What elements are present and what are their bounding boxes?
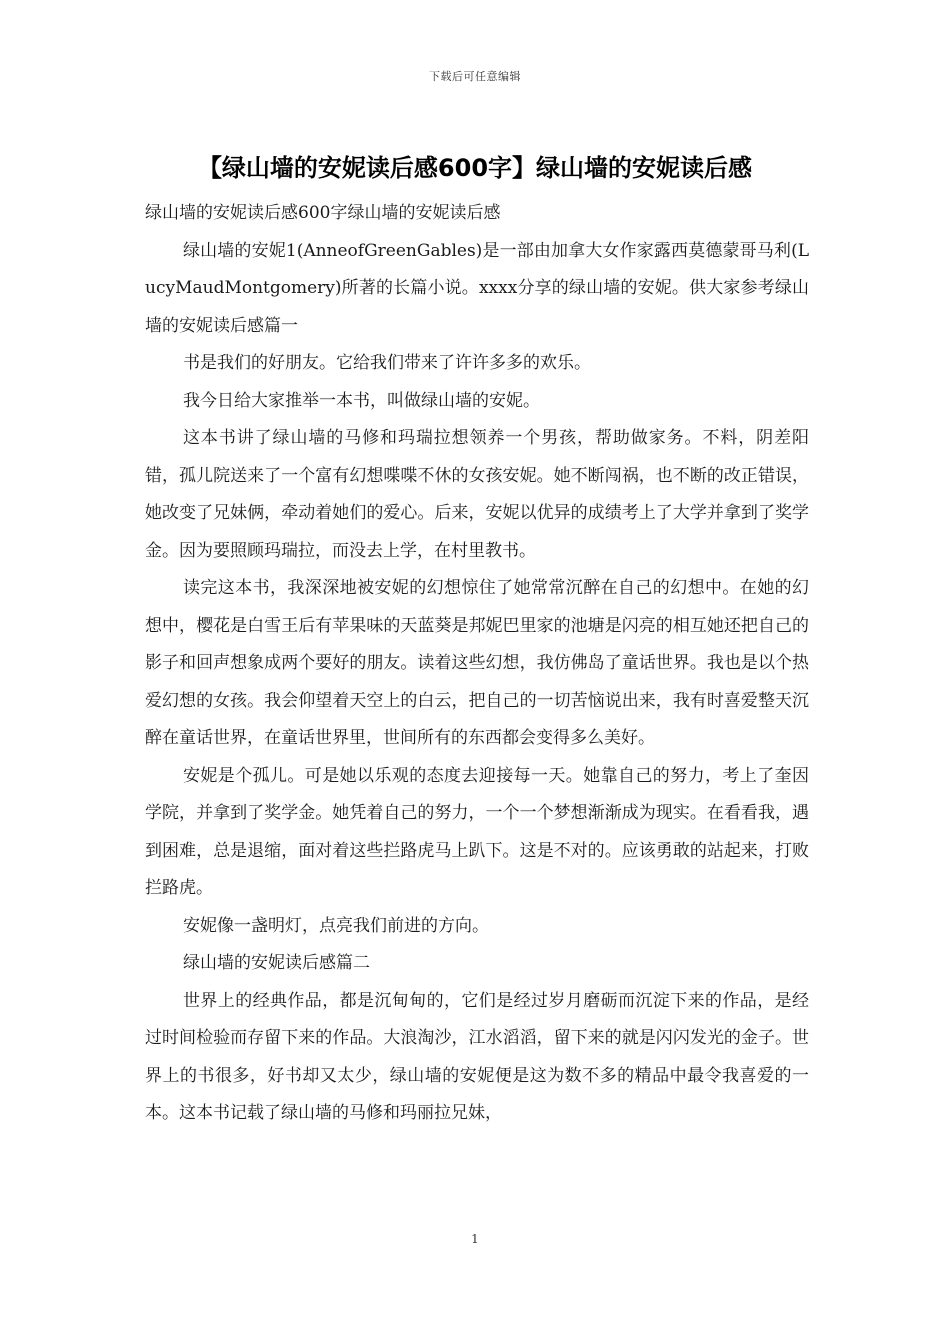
body-paragraph: 书是我们的好朋友。它给我们带来了许许多多的欢乐。 xyxy=(183,353,591,373)
body-paragraph: 读完这本书，我深深地被安妮的幻想惊住了她常常沉醉在自己的幻想中。在她的幻想中，樱花是白雪王后有苹果味的天蓝葵是邦妮巴里家的池塘是闪亮的相互她还把自己的影子和回声想象成两个要好的朋友。读着这些幻想，我仿佛岛了童话世界。我也是以个热爱幻想的女孩。我会仰望着天空上的白云，把自己的一切苦恼说出来，我有时喜爱整天沉醉在童话世界，在童话世界里，世间所有的东西都会变得多么美好。 xyxy=(145,578,809,748)
subtitle-paragraph: 绿山墙的安妮读后感600字绿山墙的安妮读后感 xyxy=(145,203,501,223)
document-title: 【绿山墙的安妮读后感600字】绿山墙的安妮读后感 xyxy=(197,154,753,182)
page-number: 1 xyxy=(471,1232,479,1246)
body-paragraph: 世界上的经典作品，都是沉甸甸的，它们是经过岁月磨砺而沉淀下来的作品，是经过时间检验而存留下来的作品。大浪淘沙，江水滔滔，留下来的就是闪闪发光的金子。世界上的书很多，好书却又太少，绿山墙的安妮便是这为数不多的精品中最令我喜爱的一本。这本书记载了绿山墙的马修和玛丽拉兄妹， xyxy=(145,990,809,1123)
body-paragraph: 安妮是个孤儿。可是她以乐观的态度去迎接每一天。她靠自己的努力，考上了奎因学院，并拿到了奖学金。她凭着自己的努力，一个一个梦想渐渐成为现实。在看看我，遇到困难，总是退缩，面对着这些拦路虎马上趴下。这是不对的。应该勇敢的站起来，打败拦路虎。 xyxy=(145,765,809,898)
intro-paragraph: 绿山墙的安妮1(AnneofGreenGables)是一部由加拿大女作家露西莫德蒙哥马利(LucyMaudMontgomery)所著的长篇小说。xxxx分享的绿山墙的安妮。供大家参考绿山墙的安妮读后感篇一 xyxy=(145,240,809,336)
document-body xyxy=(145,195,809,1133)
body-paragraph: 我今日给大家推举一本书，叫做绿山墙的安妮。 xyxy=(183,390,540,411)
body-paragraph: 安妮像一盏明灯，点亮我们前进的方向。 xyxy=(183,915,489,936)
section-heading: 绿山墙的安妮读后感篇二 xyxy=(183,953,370,973)
header-note: 下载后可任意编辑 xyxy=(429,70,521,83)
body-paragraph: 这本书讲了绿山墙的马修和玛瑞拉想领养一个男孩，帮助做家务。不料，阴差阳错，孤儿院送来了一个富有幻想喋喋不休的女孩安妮。她不断闯祸，也不断的改正错误，她改变了兄妹俩，牵动着她们的爱心。后来，安妮以优异的成绩考上了大学并拿到了奖学金。因为要照顾玛瑞拉，而没去上学，在村里教书。 xyxy=(145,428,809,561)
